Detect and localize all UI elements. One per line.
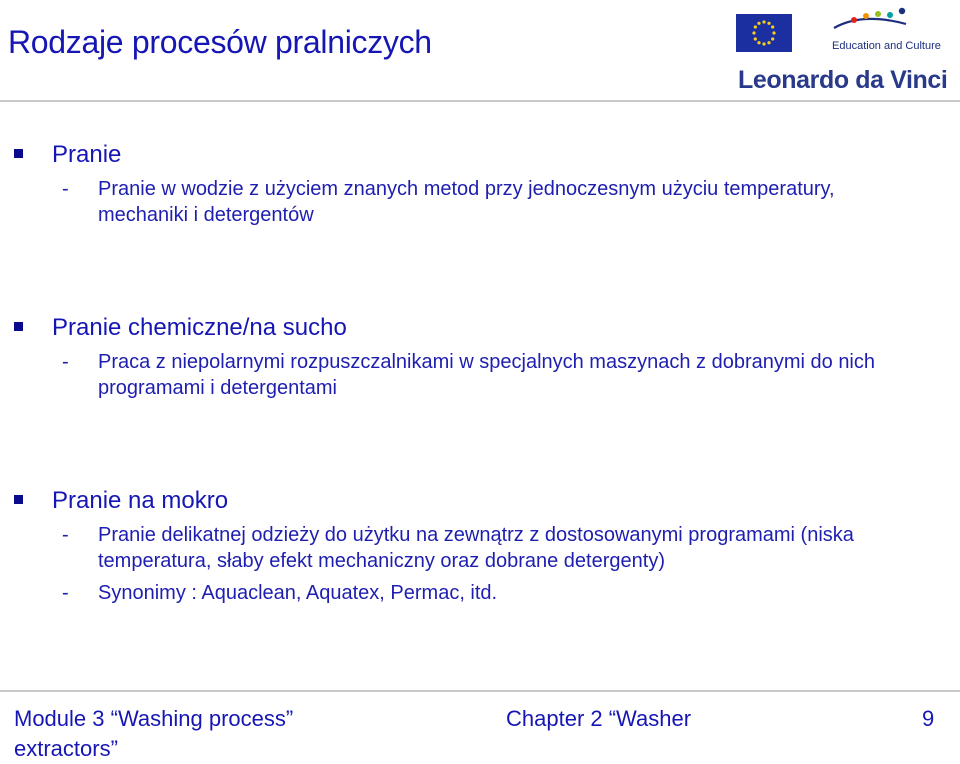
list-item-text: Pranie delikatnej odzieży do użytku na zewnątrz z dostosowanymi programami (niska temperatura, słaby efekt mechaniczny oraz dobrane detergenty) xyxy=(98,524,854,572)
square-bullet-icon xyxy=(14,495,23,504)
square-bullet-icon xyxy=(14,322,23,331)
section-pranie-chemiczne xyxy=(14,313,944,401)
footer-module-line2: extractors” xyxy=(14,736,118,761)
footer-divider xyxy=(0,690,960,692)
dash-bullet: - xyxy=(62,524,69,546)
list-item xyxy=(14,580,898,606)
slide-title: Rodzaje procesów pralniczych xyxy=(8,24,432,60)
footer-chapter: Chapter 2 “Washer xyxy=(506,706,692,731)
header-divider xyxy=(0,100,960,102)
section-pranie-na-mokro xyxy=(14,486,944,606)
section-heading xyxy=(14,140,944,170)
eu-flag-icon xyxy=(736,14,792,52)
list-item xyxy=(14,176,898,228)
list-item xyxy=(14,349,898,401)
section-heading xyxy=(14,486,944,516)
logo-area xyxy=(736,4,960,100)
dash-bullet: - xyxy=(62,351,69,373)
list-item-text: Synonimy : Aquaclean, Aquatex, Permac, itd. xyxy=(98,582,498,604)
square-bullet-icon xyxy=(14,149,23,158)
dash-bullet: - xyxy=(62,582,69,604)
section-pranie xyxy=(14,140,944,228)
dash-bullet: - xyxy=(62,178,69,200)
logo-ec-text: Education and Culture xyxy=(832,40,941,52)
heading-text: Pranie chemiczne/na sucho xyxy=(52,314,347,341)
logo-program-name: Leonardo da Vinci xyxy=(738,66,948,94)
footer-module-line1: Module 3 “Washing process” xyxy=(14,706,294,731)
education-culture-logo-icon xyxy=(832,6,922,38)
page-number: 9 xyxy=(922,706,935,731)
list-item-text: Pranie w wodzie z użyciem znanych metod przy jednoczesnym użyciu temperatury, mechaniki i detergentów xyxy=(98,178,835,226)
list-item-text: Praca z niepolarnymi rozpuszczalnikami w specjalnych maszynach z dobranymi do nich programami i detergentami xyxy=(98,351,876,399)
section-heading xyxy=(14,313,944,343)
heading-text: Pranie xyxy=(52,141,122,168)
list-item xyxy=(14,522,898,574)
heading-text: Pranie na mokro xyxy=(52,487,229,514)
